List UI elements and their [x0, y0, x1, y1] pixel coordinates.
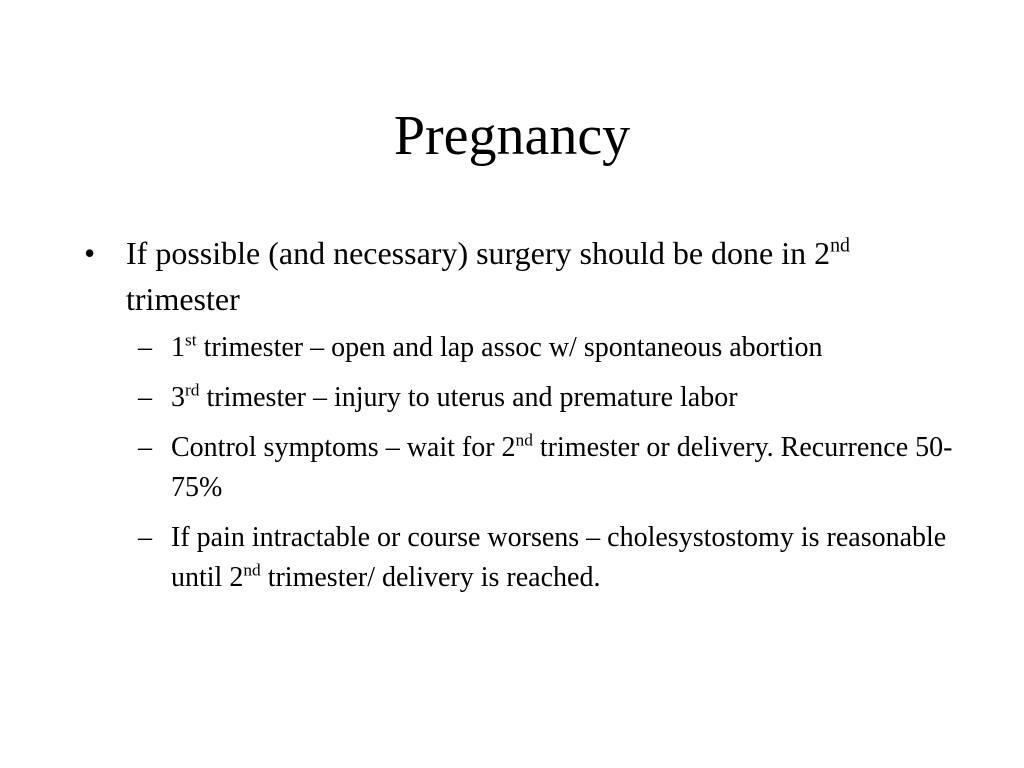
- slide-body: [84, 230, 964, 608]
- sub-bullet-control-symptoms: [84, 428, 964, 508]
- ordinal-suffix: rd: [185, 380, 200, 400]
- bullet-text-b: trimester: [126, 281, 240, 317]
- slide-title: Pregnancy: [393, 105, 631, 167]
- sub-bullet-text-a: Control symptoms – wait for 2: [171, 432, 516, 463]
- sub-bullet-marker: –: [138, 522, 152, 553]
- sub-bullet-third-trimester: [84, 378, 964, 418]
- ordinal-suffix: nd: [830, 234, 850, 257]
- sub-bullet-text-a: 1: [171, 332, 185, 363]
- sub-bullet-text-a: 3: [171, 382, 185, 413]
- bullet-main: [84, 230, 964, 322]
- sub-bullet-cholesystostomy: [84, 518, 964, 598]
- sub-bullet-text-a: If pain intractable or course worsens – cholesystostomy is reasonable until 2: [171, 522, 947, 593]
- sub-bullet-text-b: trimester – open and lap assoc w/ spontaneous abortion: [196, 332, 823, 363]
- ordinal-suffix: nd: [243, 560, 261, 580]
- sub-bullet-marker: –: [138, 432, 152, 463]
- ordinal-suffix: st: [185, 330, 197, 350]
- sub-bullet-text-b: trimester or delivery. Recurrence 50-75%: [171, 432, 953, 503]
- sub-bullet-text-b: trimester/ delivery is reached.: [260, 562, 601, 593]
- sub-bullet-marker: –: [138, 332, 152, 363]
- sub-bullet-marker: –: [138, 382, 152, 413]
- bullet-text-a: If possible (and necessary) surgery should be done in 2: [126, 235, 831, 271]
- sub-bullet-text-b: trimester – injury to uterus and premature labor: [199, 382, 738, 413]
- bullet-marker: •: [84, 235, 96, 271]
- ordinal-suffix: nd: [515, 430, 533, 450]
- sub-bullet-first-trimester: [84, 328, 964, 368]
